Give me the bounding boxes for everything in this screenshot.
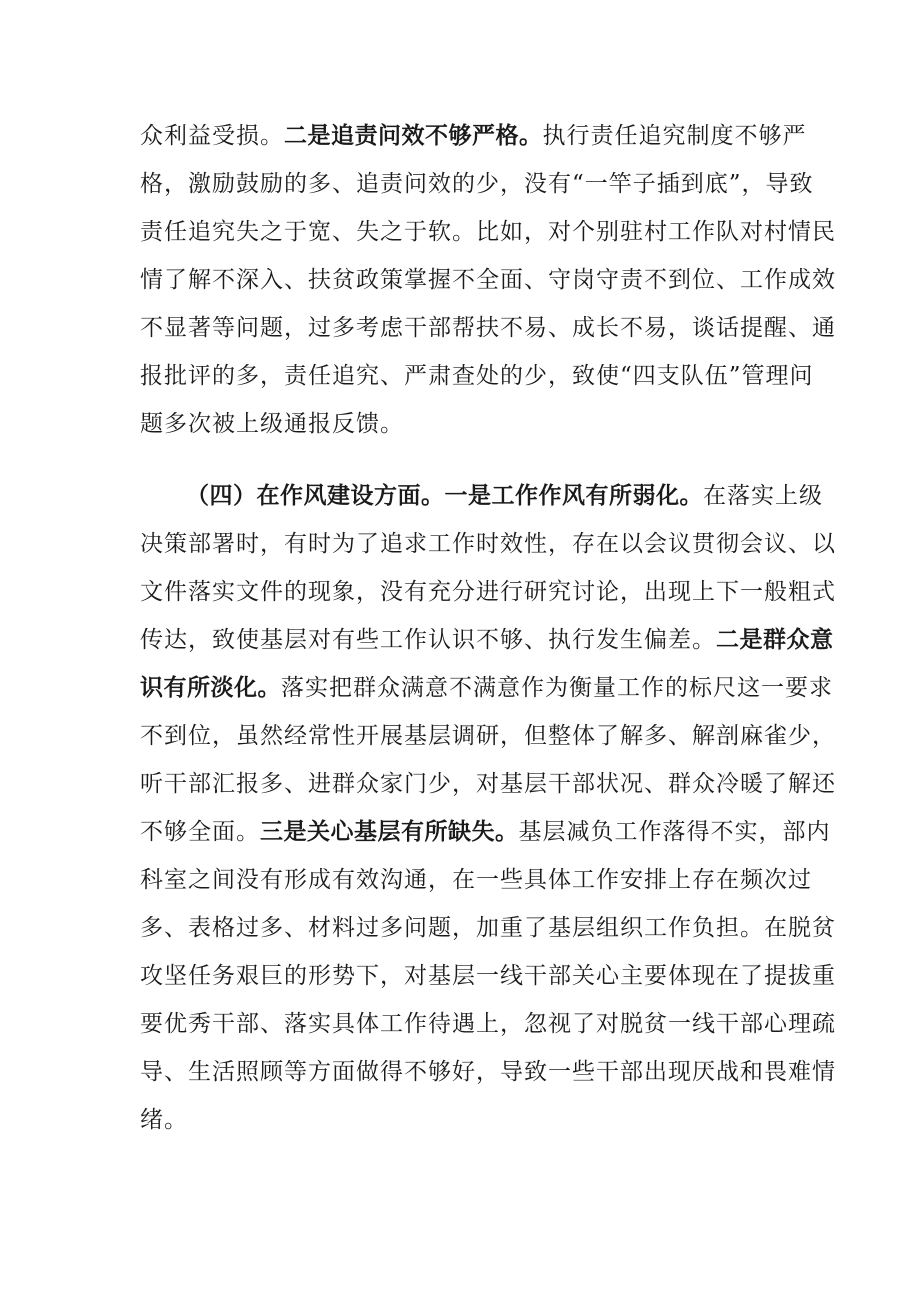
text-line [140,808,831,856]
text-line: 导、生活照顾等方面做得不够好，导致一些干部出现厌战和畏难情 [140,1059,836,1085]
text-run: 不够全面。 [140,819,260,845]
bold-heading: 三是关心基层有所缺失。 [260,819,519,845]
text-line: 科室之间没有形成有效沟通，在一些具体工作安排上存在频次过 [140,867,812,893]
paragraph-accountability [140,112,836,448]
bold-heading: 二是追责问效不够严格。 [284,123,543,149]
text-line: 攻坚任务艰巨的形势下，对基层一线干部关心主要体现在了提拔重 [140,963,836,989]
text-line: 情了解不深入、扶贫政策掌握不全面、守岗守责不到位、工作成效 [140,267,836,293]
text-line: 多、表格过多、材料过多问题，加重了基层组织工作负担。在脱贫 [140,915,836,941]
bold-heading: 二是群众意 [716,627,834,653]
text-line: 格，激励鼓励的多、追责问效的少，没有“一竿子插到底”，导致 [140,171,814,197]
bold-heading: 识有所淡化。 [140,675,281,701]
text-line: 听干部汇报多、进群众家门少，对基层干部状况、群众冷暖了解还 [140,771,836,797]
text-line: 绪。 [140,1107,188,1133]
text-run: 落实把群众满意不满意作为衡量工作的标尺这一要求 [281,675,833,701]
text-line: 决策部署时，有时为了追求工作时效性，存在以会议贯彻会议、以 [140,531,836,557]
text-run: 在落实上级 [703,483,823,509]
text-line: 责任追究失之于宽、失之于软。比如，对个别驻村工作队对村情民 [140,219,836,245]
text-line: 文件落实文件的现象，没有充分进行研究讨论，出现上下一般粗式 [140,579,836,605]
text-line: 报批评的多，责任追究、严肃查处的少，致使“四支队伍”管理问 [140,363,814,389]
text-line [140,616,834,664]
text-line: 要优秀干部、落实具体工作待遇上，忽视了对脱贫一线干部心理疏 [140,1011,836,1037]
text-run: 传达，致使基层对有些工作认识不够、执行发生偏差。 [140,627,716,653]
bold-heading: （四）在作风建设方面。一是工作作风有所弱化。 [186,483,703,509]
text-line: 不显著等问题，过多考虑干部帮扶不易、成长不易，谈话提醒、通 [140,315,836,341]
text-line [140,664,833,712]
text-run: 执行责任追究制度不够严 [542,123,807,149]
text-run: 基层减负工作落得不实，部内 [518,819,831,845]
text-line [140,112,807,160]
text-line: 不到位，虽然经常性开展基层调研，但整体了解多、解剖麻雀少， [140,723,836,749]
text-line [140,472,823,520]
paragraph-work-style [140,472,836,1144]
text-line: 题多次被上级通报反馈。 [140,411,404,437]
text-run: 众利益受损。 [140,123,284,149]
